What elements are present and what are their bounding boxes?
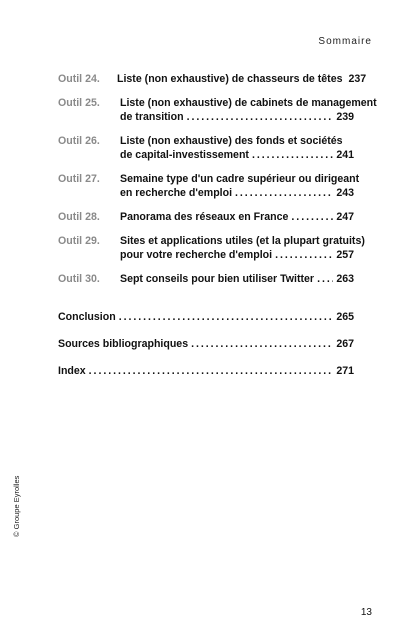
entry-title: Sites et applications utiles (et la plupart gratuits): [120, 235, 365, 247]
toc-entry: [58, 172, 360, 200]
entry-title: Sept conseils pour bien utiliser Twitter: [120, 273, 315, 285]
page-number: 13: [360, 607, 372, 618]
entry-page: 247: [336, 211, 354, 223]
section-spacer: [58, 296, 354, 310]
entry-label: Outil 29.: [58, 235, 100, 247]
entry-title: Semaine type d'un cadre supérieur ou dirigeant: [120, 173, 360, 185]
entry-line: [120, 272, 354, 286]
toc-section: [58, 337, 354, 351]
dot-leader: [89, 364, 334, 378]
section-title: Index: [58, 365, 86, 377]
entry-line: [120, 134, 354, 148]
entry-line: [58, 364, 354, 378]
entry-line: [117, 72, 367, 86]
entry-title: Liste (non exhaustive) des fonds et sociétés: [120, 135, 343, 147]
entry-line: [120, 110, 354, 124]
dot-leader: [119, 310, 334, 324]
entry-page: 237: [348, 73, 367, 85]
entry-label: Outil 30.: [58, 273, 100, 285]
toc-entry: [58, 210, 354, 224]
entry-title: Liste (non exhaustive) de chasseurs de têtes: [117, 73, 343, 85]
entry-line: [58, 337, 354, 351]
section-title: Sources bibliographiques: [58, 338, 189, 350]
toc-entry: [58, 96, 377, 124]
entry-label: Outil 26.: [58, 135, 100, 147]
dot-leader: [252, 148, 333, 162]
entry-label: Outil 25.: [58, 97, 100, 109]
entry-page: 243: [336, 187, 354, 199]
dot-leader: [235, 186, 333, 200]
entry-title: Liste (non exhaustive) de cabinets de management: [120, 97, 377, 109]
dot-leader: [187, 110, 334, 124]
dot-leader: [291, 210, 333, 224]
toc-section: [58, 364, 354, 378]
entry-page: 239: [336, 111, 354, 123]
toc-entry: [58, 134, 354, 162]
toc-entry: [58, 72, 367, 86]
running-header: Sommaire: [318, 36, 372, 47]
entry-title: en recherche d'emploi: [120, 187, 233, 199]
entry-title: de transition: [120, 111, 184, 123]
section-page: 267: [336, 338, 354, 350]
entry-label: Outil 24.: [58, 73, 100, 85]
entry-line: [120, 248, 354, 262]
table-of-contents: [58, 72, 377, 391]
dot-leader: [275, 248, 333, 262]
entry-title: de capital-investissement: [120, 149, 249, 161]
entry-line: [120, 172, 360, 186]
copyright-notice: © Groupe Eyrolles: [12, 475, 21, 537]
entry-title: pour votre recherche d'emploi: [120, 249, 273, 261]
entry-page: 263: [336, 273, 354, 285]
entry-line: [120, 234, 365, 248]
entry-line: [58, 310, 354, 324]
entry-label: Outil 27.: [58, 173, 100, 185]
entry-label: Outil 28.: [58, 211, 100, 223]
entry-title: Panorama des réseaux en France: [120, 211, 289, 223]
entry-line: [120, 96, 377, 110]
entry-page: 257: [336, 249, 354, 261]
entry-page: 241: [336, 149, 354, 161]
entry-line: [120, 210, 354, 224]
dot-leader: [191, 337, 333, 351]
dot-leader: [317, 272, 333, 286]
toc-entry: [58, 272, 354, 286]
entry-line: [120, 186, 354, 200]
toc-section: [58, 310, 354, 324]
toc-entry: [58, 234, 365, 262]
section-title: Conclusion: [58, 311, 116, 323]
section-page: 265: [336, 311, 354, 323]
entry-line: [120, 148, 354, 162]
section-page: 271: [336, 365, 354, 377]
